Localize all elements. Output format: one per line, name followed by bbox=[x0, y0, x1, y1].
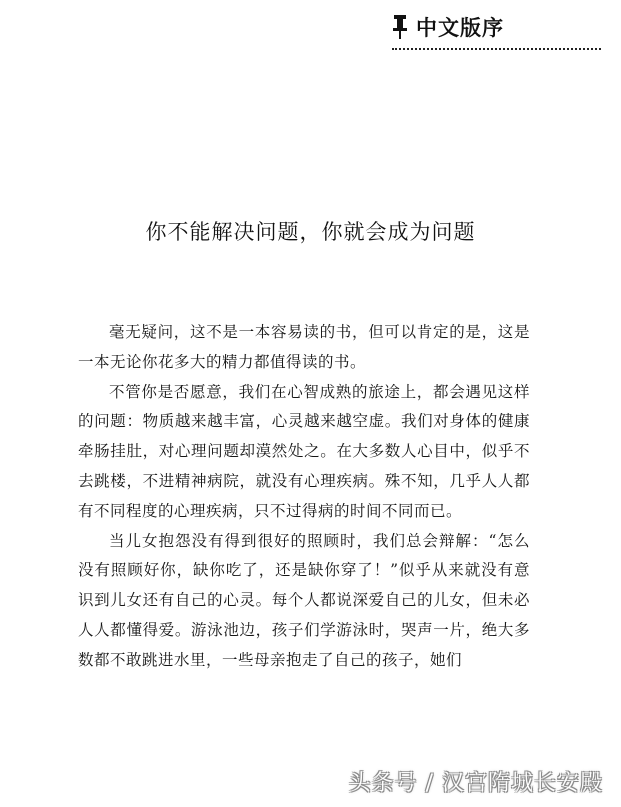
section-header bbox=[386, 10, 601, 50]
body-text bbox=[78, 318, 530, 676]
pushpin-icon bbox=[392, 14, 408, 40]
paragraph-3: 当儿女抱怨没有得到很好的照顾时，我们总会辩解：“怎么没有照顾好你，缺你吃了，还是缺你穿了！”似乎从来就没有意识到儿女还有自己的心灵。每个人都说深爱自己的儿女，但未必人人都懂得爱。游泳池边，孩子们学游泳时，哭声一片，绝大多数都不敢跳进水里，一些母亲抱走了自己的孩子，她们 bbox=[78, 531, 530, 669]
paragraph-1: 毫无疑问，这不是一本容易读的书，但可以肯定的是，这是一本无论你花多大的精力都值得读的书。 bbox=[78, 323, 530, 371]
paragraph-2: 不管你是否愿意，我们在心智成熟的旅途上，都会遇见这样的问题：物质越来越丰富，心灵越来越空虚。我们对身体的健康牵肠挂肚，对心理问题却漠然处之。在大多数人心目中，似乎不去跳楼，不进精神病院，就没有心理疾病。殊不知，几乎人人都有不同程度的心理疾病，只不过得病的时间不同而已。 bbox=[78, 382, 530, 520]
section-title: 中文版序 bbox=[416, 16, 504, 40]
page-title: 你不能解决问题，你就会成为问题 bbox=[145, 220, 476, 244]
header-dotted-rule bbox=[392, 48, 601, 50]
watermark: 头条号 / 汉宫隋城长安殿 bbox=[348, 771, 603, 796]
